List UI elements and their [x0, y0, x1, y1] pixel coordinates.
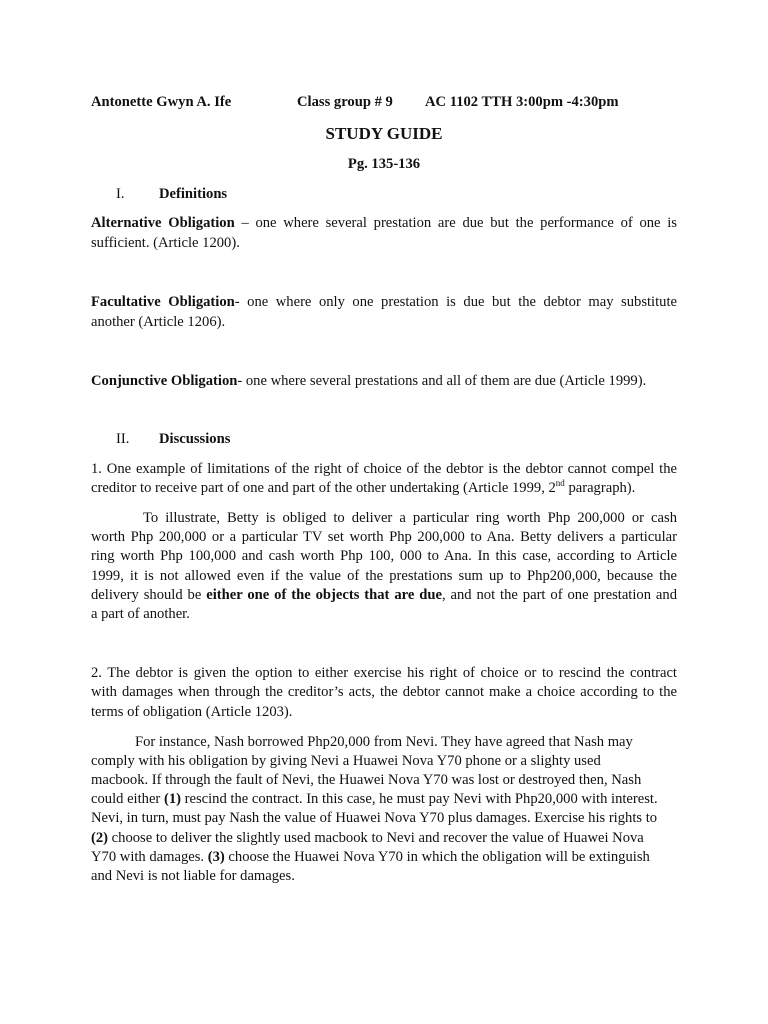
conjunctive-term: Conjunctive Obligation	[91, 373, 238, 389]
document-title: STUDY GUIDE	[325, 124, 443, 143]
facultative-term: Facultative Obligation	[91, 294, 235, 310]
alternative-definition-line2: sufficient. (Article 1200).	[91, 235, 240, 251]
discussion-2-line2: with damages when through the creditor’s acts, the debtor cannot make a choice according to the	[91, 684, 677, 700]
illustration-1-line6: a part of another.	[91, 606, 190, 622]
section-1-numeral: I.	[116, 186, 125, 202]
illustration-1-line1: To illustrate, Betty is obliged to deliver a particular ring worth Php 200,000 or cash	[143, 510, 677, 526]
illustration-1-line3: ring worth Php 100,000 and cash worth Php 100, 000 to Ana. In this case, according to Article	[91, 548, 677, 564]
illustration-2-line5: Nevi, in turn, must pay Nash the value of Huawei Nova Y70 plus damages. Exercise his rights to	[91, 810, 658, 826]
illustration-1-line4: 1999, it is not allowed even if the value of the prestations sum up to Php200,000, because the	[91, 568, 677, 584]
option-2-marker: (2)	[91, 830, 109, 846]
discussion-2-line1: 2. The debtor is given the option to either exercise his right of choice or to rescind the contract	[91, 665, 677, 681]
illustration-1-line5: delivery should be either one of the objects that are due, and not the part of one prestation and	[91, 587, 677, 603]
page-range: Pg. 135-136	[347, 156, 421, 172]
section-1-heading: Definitions	[159, 186, 228, 202]
illustration-1-line2: worth Php 200,000 or a particular TV set worth Php 200,000 to Ana. Betty delivers a particular	[91, 529, 677, 545]
facultative-definition-line1: Facultative Obligation- one where only one prestation is due but the debtor may substitute	[91, 294, 677, 310]
illustration-2-line6: (2) choose to deliver the slightly used macbook to Nevi and recover the value of Huawei Nova	[91, 830, 644, 846]
student-name: Antonette Gwyn A. Ife	[91, 94, 232, 110]
discussion-1-line2: creditor to receive part of one and part of the other undertaking (Article 1999, 2nd paragraph).	[91, 478, 636, 496]
discussion-1-line1: 1. One example of limitations of the right of choice of the debtor is the debtor cannot compel the	[91, 461, 677, 477]
section-2-numeral: II.	[116, 431, 130, 447]
emphasis-text: either one of the objects that are due	[206, 587, 442, 603]
conjunctive-definition: Conjunctive Obligation- one where several prestations and all of them are due (Article 1999).	[91, 373, 647, 389]
alternative-definition-line1: Alternative Obligation – one where several prestation are due but the performance of one is	[91, 215, 677, 231]
illustration-2-line8: and Nevi is not liable for damages.	[91, 868, 295, 884]
option-1-marker: (1)	[163, 791, 181, 807]
illustration-2-line2: comply with his obligation by giving Nevi a Huawei Nova Y70 phone or a slighty used	[91, 753, 601, 769]
class-group: Class group # 9	[297, 94, 393, 110]
section-2-heading: Discussions	[159, 431, 231, 447]
discussion-2-line3: terms of obligation (Article 1203).	[91, 704, 293, 720]
illustration-2-line3: macbook. If through the fault of Nevi, the Huawei Nova Y70 was lost or destroyed then, Nash	[91, 772, 642, 788]
facultative-definition-line2: another (Article 1206).	[91, 314, 226, 330]
illustration-2-line7: Y70 with damages. (3) choose the Huawei Nova Y70 in which the obligation will be extinguish	[91, 849, 650, 865]
option-3-marker: (3)	[207, 849, 225, 865]
illustration-2-line4: could either (1) rescind the contract. In this case, he must pay Nevi with Php20,000 with interest.	[91, 791, 658, 807]
course-schedule: AC 1102 TTH 3:00pm -4:30pm	[425, 94, 619, 110]
alternative-term: Alternative Obligation	[91, 215, 235, 231]
illustration-2-line1: For instance, Nash borrowed Php20,000 from Nevi. They have agreed that Nash may	[135, 734, 633, 750]
